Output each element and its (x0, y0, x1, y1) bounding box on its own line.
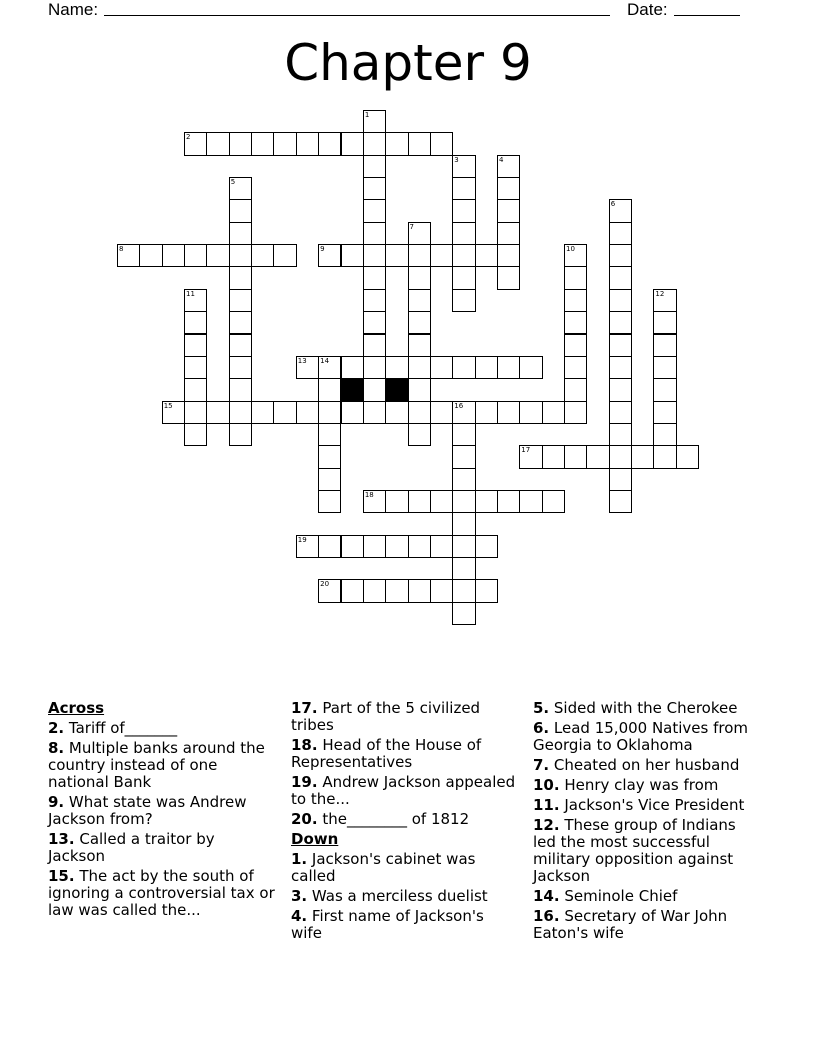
grid-cell[interactable] (184, 378, 207, 401)
grid-cell[interactable] (653, 378, 676, 401)
clue-text: Seminole Chief (559, 887, 678, 905)
grid-cell[interactable] (385, 244, 408, 267)
grid-cell[interactable] (273, 401, 296, 424)
grid-cell[interactable] (341, 132, 364, 155)
grid-cell[interactable] (497, 490, 520, 513)
clue-text: Jackson's cabinet was called (291, 850, 476, 885)
grid-cell[interactable] (229, 199, 252, 222)
clue-section-heading: Down (291, 830, 339, 848)
clue-text: Cheated on her husband (549, 756, 740, 774)
grid-cell[interactable] (452, 445, 475, 468)
grid-cell[interactable] (273, 132, 296, 155)
cell-number: 16 (454, 401, 464, 410)
grid-cell[interactable] (452, 423, 475, 446)
grid-cell[interactable] (408, 535, 431, 558)
grid-cell[interactable] (475, 535, 498, 558)
clue-text: Secretary of War John Eaton's wife (533, 907, 728, 942)
grid-cell[interactable] (609, 445, 632, 468)
grid-cell[interactable] (497, 222, 520, 245)
cell-number: 7 (409, 222, 415, 231)
clue-number: 2. (48, 719, 65, 737)
grid-cell[interactable] (318, 490, 341, 513)
clue-item (533, 700, 761, 717)
clue-column-3 (533, 700, 761, 945)
grid-cell[interactable] (653, 334, 676, 357)
grid-cell[interactable] (318, 378, 341, 401)
cell-number: 4 (498, 155, 504, 164)
grid-cell[interactable] (609, 311, 632, 334)
clue-text: Part of the 5 civilized tribes (291, 699, 481, 734)
grid-cell[interactable] (653, 423, 676, 446)
grid-cell[interactable] (564, 334, 587, 357)
grid-cell[interactable] (318, 468, 341, 491)
clue-item (291, 908, 519, 942)
grid-cell[interactable] (452, 244, 475, 267)
clue-number: 1. (291, 850, 308, 868)
grid-cell[interactable] (475, 244, 498, 267)
clue-number: 12. (533, 816, 560, 834)
grid-cell[interactable] (408, 244, 431, 267)
grid-cell[interactable] (229, 356, 252, 379)
clue-item (48, 720, 276, 737)
grid-cell[interactable] (363, 378, 386, 401)
clue-text: First name of Jackson's wife (291, 907, 484, 942)
grid-cell[interactable] (452, 512, 475, 535)
clue-item (533, 777, 761, 794)
grid-cell[interactable] (229, 401, 252, 424)
clue-number: 3. (291, 887, 308, 905)
clue-item (48, 740, 276, 791)
grid-cell[interactable] (609, 334, 632, 357)
grid-cell[interactable] (341, 244, 364, 267)
grid-cell[interactable] (251, 132, 274, 155)
grid-cell[interactable] (296, 132, 319, 155)
grid-cell[interactable] (363, 132, 386, 155)
grid-cell[interactable] (318, 132, 341, 155)
grid-cell[interactable] (229, 266, 252, 289)
grid-cell[interactable] (363, 334, 386, 357)
clue-item (48, 794, 276, 828)
grid-cell[interactable] (452, 535, 475, 558)
grid-cell[interactable] (452, 356, 475, 379)
cell-number: 1 (364, 111, 370, 119)
clue-number: 11. (533, 796, 560, 814)
clue-text: These group of Indians led the most successful military opposition against Jackson (533, 816, 736, 885)
grid-cell[interactable] (519, 356, 542, 379)
grid-cell[interactable] (475, 579, 498, 602)
grid-cell[interactable] (139, 244, 162, 267)
clue-item (533, 888, 761, 905)
clue-text: Head of the House of Representatives (291, 736, 482, 771)
clue-text: Andrew Jackson appealed to the... (291, 773, 516, 808)
page-title: Chapter 9 (284, 34, 532, 92)
cell-number: 6 (610, 200, 616, 209)
grid-cell[interactable] (653, 445, 676, 468)
grid-cell[interactable] (564, 356, 587, 379)
grid-cell[interactable] (363, 266, 386, 289)
clue-number: 8. (48, 739, 65, 757)
clue-item (48, 831, 276, 865)
clue-item (291, 737, 519, 771)
grid-cell[interactable] (497, 356, 520, 379)
clue-item (48, 868, 276, 919)
grid-cell[interactable] (318, 401, 341, 424)
grid-cell[interactable] (609, 266, 632, 289)
cell-number: 9 (320, 245, 325, 254)
grid-cell[interactable] (385, 356, 408, 379)
clue-number: 5. (533, 699, 550, 717)
clue-item (533, 908, 761, 942)
grid-cell[interactable] (452, 289, 475, 312)
grid-cell[interactable] (564, 445, 587, 468)
grid-cell[interactable] (363, 356, 386, 379)
grid-block (385, 378, 408, 401)
grid-cell[interactable] (430, 132, 453, 155)
grid-cell[interactable] (430, 579, 453, 602)
grid-cell[interactable] (363, 199, 386, 222)
grid-cell[interactable] (631, 445, 654, 468)
grid-cell[interactable] (318, 535, 341, 558)
clue-number: 15. (48, 867, 75, 885)
cell-number: 17 (521, 446, 531, 455)
cell-number: 12 (655, 289, 665, 298)
clue-number: 16. (533, 907, 560, 925)
grid-cell[interactable] (341, 535, 364, 558)
grid-cell[interactable] (609, 222, 632, 245)
grid-cell[interactable] (229, 423, 252, 446)
clue-item (291, 700, 519, 734)
clue-item (533, 797, 761, 814)
clue-column-2 (291, 700, 519, 945)
grid-cell[interactable] (676, 445, 699, 468)
grid-cell[interactable] (229, 311, 252, 334)
clue-text: What state was Andrew Jackson from? (48, 793, 247, 828)
grid-cell[interactable] (363, 155, 386, 178)
clue-number: 20. (291, 810, 318, 828)
clue-text: Called a traitor by Jackson (48, 830, 215, 865)
grid-cell[interactable] (653, 356, 676, 379)
clue-text: the________ of 1812 (317, 810, 470, 828)
clue-number: 14. (533, 887, 560, 905)
clue-number: 10. (533, 776, 560, 794)
grid-cell[interactable] (385, 401, 408, 424)
grid-cell[interactable] (229, 244, 252, 267)
grid-cell[interactable] (363, 311, 386, 334)
grid-cell[interactable] (564, 311, 587, 334)
grid-cell[interactable] (408, 490, 431, 513)
grid-cell[interactable] (452, 177, 475, 200)
grid-cell[interactable] (452, 579, 475, 602)
clue-item (533, 757, 761, 774)
grid-cell[interactable] (452, 199, 475, 222)
clue-number: 19. (291, 773, 318, 791)
grid-cell[interactable] (296, 401, 319, 424)
clue-number: 13. (48, 830, 75, 848)
grid-cell[interactable] (475, 401, 498, 424)
grid-cell[interactable] (363, 222, 386, 245)
name-label: Name: (48, 0, 99, 19)
grid-cell[interactable] (609, 490, 632, 513)
clue-number: 6. (533, 719, 550, 737)
grid-cell[interactable] (229, 289, 252, 312)
grid-cell[interactable] (184, 311, 207, 334)
grid-cell[interactable] (497, 266, 520, 289)
grid-cell[interactable] (318, 445, 341, 468)
grid-cell[interactable] (184, 334, 207, 357)
grid-cell[interactable] (452, 266, 475, 289)
grid-cell[interactable] (229, 378, 252, 401)
grid-cell[interactable] (184, 401, 207, 424)
grid-cell[interactable] (408, 356, 431, 379)
grid-cell[interactable] (497, 244, 520, 267)
grid-cell[interactable] (363, 579, 386, 602)
clue-section-heading: Across (48, 699, 105, 717)
clue-text: Multiple banks around the country instead of one national Bank (48, 739, 265, 791)
grid-cell[interactable] (251, 401, 274, 424)
grid-cell[interactable] (609, 423, 632, 446)
grid-cell[interactable] (273, 244, 296, 267)
clue-text: Henry clay was from (559, 776, 719, 794)
grid-cell[interactable] (609, 378, 632, 401)
clue-column-1 (48, 700, 276, 922)
clue-text: Sided with the Cherokee (549, 699, 738, 717)
grid-cell[interactable] (497, 177, 520, 200)
grid-cell[interactable] (229, 132, 252, 155)
cell-number: 5 (230, 178, 236, 187)
grid-cell[interactable] (542, 490, 565, 513)
grid-cell[interactable] (609, 289, 632, 312)
grid-cell[interactable] (363, 244, 386, 267)
clue-text: Tariff of_______ (64, 719, 178, 737)
grid-cell[interactable] (229, 334, 252, 357)
cell-number: 8 (119, 245, 124, 254)
grid-cell[interactable] (408, 132, 431, 155)
grid-cell[interactable] (430, 401, 453, 424)
grid-cell[interactable] (564, 289, 587, 312)
grid-cell[interactable] (430, 244, 453, 267)
grid-cell[interactable] (408, 423, 431, 446)
grid-cell[interactable] (363, 535, 386, 558)
clue-number: 17. (291, 699, 318, 717)
grid-cell[interactable] (184, 356, 207, 379)
grid-cell[interactable] (363, 401, 386, 424)
date-label: Date: (627, 0, 668, 19)
grid-cell[interactable] (206, 401, 229, 424)
grid-cell[interactable] (408, 334, 431, 357)
grid-cell[interactable] (564, 401, 587, 424)
grid-cell[interactable] (542, 445, 565, 468)
grid-cell[interactable] (475, 356, 498, 379)
clue-item (533, 720, 761, 754)
grid-cell[interactable] (408, 401, 431, 424)
clue-text: Lead 15,000 Natives from Georgia to Oklahoma (533, 719, 749, 754)
grid-cell[interactable] (497, 199, 520, 222)
grid-cell[interactable] (408, 289, 431, 312)
grid-cell[interactable] (430, 356, 453, 379)
clue-item (533, 817, 761, 885)
grid-cell[interactable] (609, 244, 632, 267)
grid-cell[interactable] (184, 244, 207, 267)
grid-cell[interactable] (408, 311, 431, 334)
grid-cell[interactable] (318, 423, 341, 446)
grid-cell[interactable] (184, 423, 207, 446)
clue-item (291, 811, 519, 828)
grid-cell[interactable] (341, 401, 364, 424)
clue-number: 7. (533, 756, 550, 774)
cell-number: 20 (320, 580, 330, 589)
grid-cell[interactable] (586, 445, 609, 468)
grid-block (341, 378, 364, 401)
grid-cell[interactable] (408, 579, 431, 602)
clue-text: The act by the south of ignoring a controversial tax or law was called the... (48, 867, 275, 919)
grid-cell[interactable] (475, 490, 498, 513)
clue-text: Jackson's Vice President (559, 796, 745, 814)
grid-cell[interactable] (341, 579, 364, 602)
grid-cell[interactable] (229, 222, 252, 245)
grid-cell[interactable] (452, 490, 475, 513)
clue-number: 18. (291, 736, 318, 754)
grid-cell[interactable] (653, 401, 676, 424)
grid-cell[interactable] (251, 244, 274, 267)
clue-text: Was a merciless duelist (307, 887, 488, 905)
grid-cell[interactable] (497, 401, 520, 424)
grid-cell[interactable] (430, 490, 453, 513)
grid-cell[interactable] (385, 132, 408, 155)
clue-item (291, 888, 519, 905)
grid-cell[interactable] (430, 535, 453, 558)
grid-cell[interactable] (341, 356, 364, 379)
grid-cell[interactable] (609, 468, 632, 491)
grid-cell[interactable] (206, 132, 229, 155)
grid-cell[interactable] (519, 401, 542, 424)
grid-cell[interactable] (564, 266, 587, 289)
grid-cell[interactable] (363, 177, 386, 200)
grid-cell[interactable] (609, 356, 632, 379)
cell-number: 15 (163, 401, 173, 410)
grid-cell[interactable] (408, 378, 431, 401)
clue-number: 9. (48, 793, 65, 811)
grid-cell[interactable] (519, 490, 542, 513)
grid-cell[interactable] (653, 311, 676, 334)
cell-number: 3 (454, 155, 459, 164)
cell-number: 13 (297, 356, 307, 365)
cell-number: 14 (320, 356, 330, 365)
grid-cell[interactable] (385, 535, 408, 558)
cell-number: 19 (297, 535, 307, 544)
clue-number: 4. (291, 907, 308, 925)
cell-number: 10 (566, 245, 575, 254)
grid-cell[interactable] (452, 468, 475, 491)
cell-number: 18 (364, 490, 374, 499)
grid-cell[interactable] (206, 244, 229, 267)
grid-cell[interactable] (162, 244, 185, 267)
cell-number: 11 (186, 289, 195, 298)
grid-cell[interactable] (452, 222, 475, 245)
grid-cell[interactable] (408, 266, 431, 289)
grid-cell[interactable] (385, 490, 408, 513)
grid-cell[interactable] (452, 602, 475, 625)
grid-cell[interactable] (363, 289, 386, 312)
grid-cell[interactable] (609, 401, 632, 424)
grid-cell[interactable] (452, 557, 475, 580)
grid-cell[interactable] (564, 378, 587, 401)
cell-number: 2 (186, 133, 191, 142)
clue-item (291, 851, 519, 885)
grid-cell[interactable] (385, 579, 408, 602)
grid-cell[interactable] (542, 401, 565, 424)
clue-item (291, 774, 519, 808)
